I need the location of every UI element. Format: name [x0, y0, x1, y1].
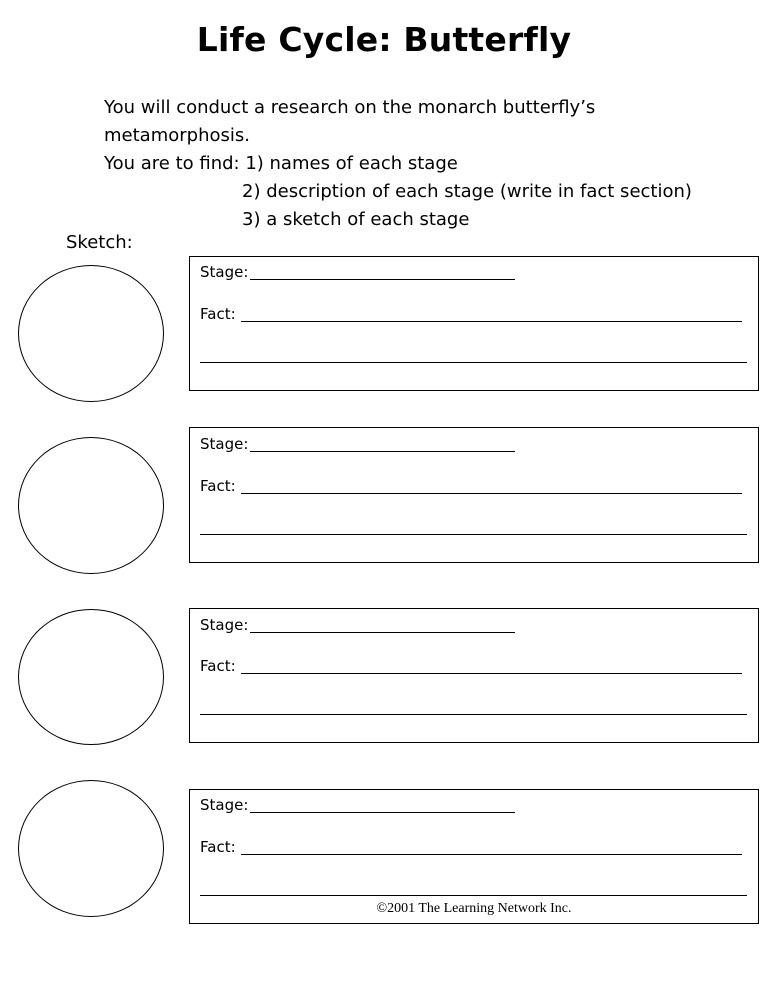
stage-box [189, 256, 759, 391]
stage-box [189, 427, 759, 563]
instruction-line: You are to find: 1) names of each stage [104, 153, 458, 174]
fact-label: Fact: [200, 838, 236, 856]
stage-answer-line[interactable] [250, 279, 515, 280]
fact-answer-line[interactable] [200, 714, 747, 715]
sketch-circle[interactable] [18, 437, 164, 574]
fact-label: Fact: [200, 657, 236, 675]
fact-answer-line[interactable] [241, 673, 742, 674]
fact-answer-line[interactable] [200, 534, 747, 535]
sketch-circle[interactable] [18, 609, 164, 745]
stage-label: Stage: [200, 616, 249, 634]
fact-answer-line[interactable] [241, 493, 742, 494]
stage-label: Stage: [200, 796, 249, 814]
fact-answer-line[interactable] [200, 362, 747, 363]
stage-answer-line[interactable] [250, 812, 515, 813]
stage-box [189, 608, 759, 743]
stage-answer-line[interactable] [250, 632, 515, 633]
fact-answer-line[interactable] [241, 854, 742, 855]
stage-box [189, 789, 759, 924]
instruction-line: 3) a sketch of each stage [242, 209, 470, 230]
sketch-circle[interactable] [18, 780, 164, 917]
instruction-line: You will conduct a research on the monarch butterfly’s [104, 97, 596, 118]
fact-label: Fact: [200, 305, 236, 323]
sketch-label: Sketch: [66, 232, 133, 253]
fact-answer-line[interactable] [200, 895, 747, 896]
stage-answer-line[interactable] [250, 451, 515, 452]
fact-answer-line[interactable] [241, 321, 742, 322]
page-title: Life Cycle: Butterfly [196, 20, 572, 59]
copyright-notice: ©2001 The Learning Network Inc. [376, 901, 572, 916]
instruction-line: metamorphosis. [104, 125, 250, 146]
instruction-line: 2) description of each stage (write in fact section) [242, 181, 692, 202]
stage-label: Stage: [200, 263, 249, 281]
fact-label: Fact: [200, 477, 236, 495]
stage-label: Stage: [200, 435, 249, 453]
sketch-circle[interactable] [18, 265, 164, 402]
